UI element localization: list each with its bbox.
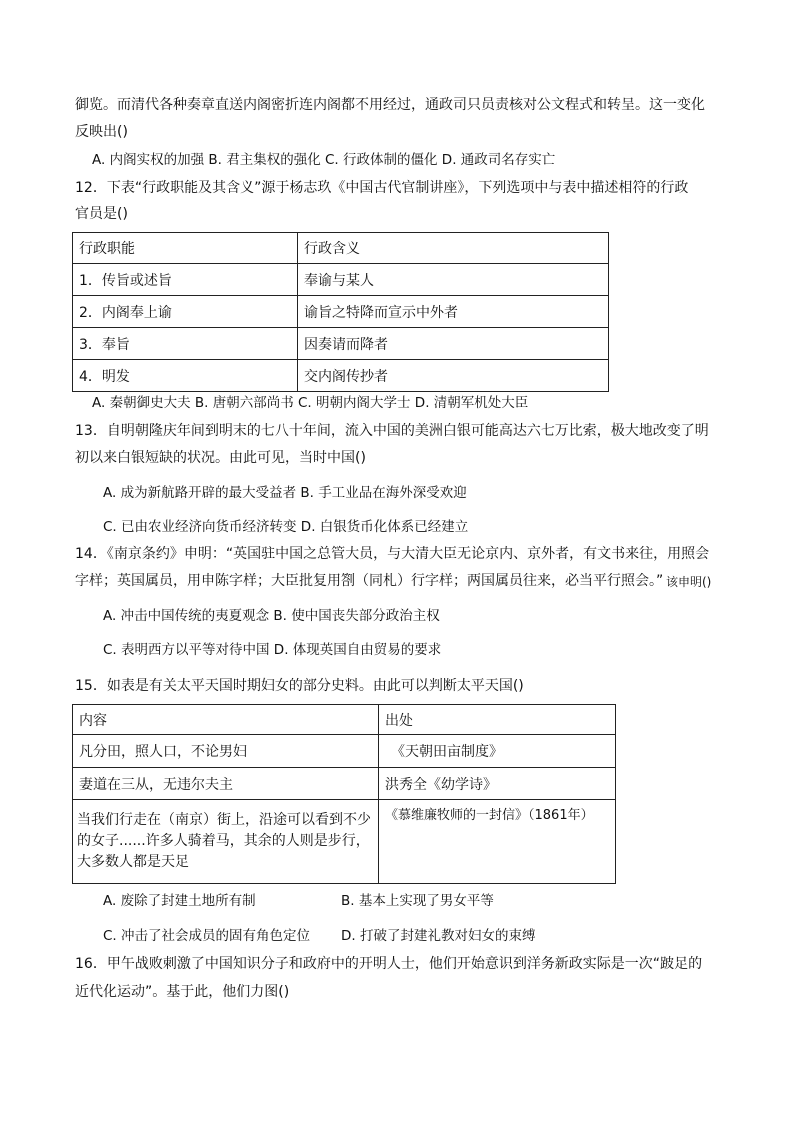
table-cell: 洪秀全《幼学诗》 bbox=[379, 768, 616, 800]
q12-text-line2: 官员是() bbox=[75, 206, 128, 222]
table-cell: 2．内阁奉上谕 bbox=[73, 296, 298, 328]
q15-text-line1: 15．如表是有关太平天国时期妇女的部分史料。由此可以判断太平天国() bbox=[75, 678, 524, 694]
q12-table bbox=[72, 232, 609, 392]
table-cell: 《天朝田亩制度》 bbox=[379, 735, 616, 768]
q14-text-line2-end: 该申明() bbox=[666, 575, 712, 589]
q15-option-b: B. 基本上实现了男女平等 bbox=[341, 893, 494, 909]
table-cell: 4．明发 bbox=[73, 360, 298, 392]
q11-text-line2: 反映出() bbox=[75, 124, 128, 140]
q15-table bbox=[72, 704, 616, 884]
q14-options-cd: C. 表明西方以平等对待中国 D. 体现英国自由贸易的要求 bbox=[103, 642, 442, 658]
q12-text-line1: 12．下表“行政职能及其含义”源于杨志玖《中国古代官制讲座》，下列选项中与表中描述相符的行政 bbox=[75, 180, 689, 196]
q14-options-ab: A. 冲击中国传统的夷夏观念 B. 使中国丧失部分政治主权 bbox=[103, 608, 440, 624]
q11-text-line1: 御览。而清代各种奏章直送内阁密折连内阁都不用经过，通政司只员责核对公文程式和转呈。这一变化 bbox=[75, 97, 705, 113]
table-cell: 交内阁传抄者 bbox=[298, 360, 609, 392]
table-row bbox=[73, 328, 609, 360]
table-row bbox=[73, 768, 616, 800]
table-header-row bbox=[73, 705, 616, 735]
table-header-row bbox=[73, 233, 609, 264]
table-cell: 奉谕与某人 bbox=[298, 264, 609, 296]
table-cell: 因奏请而降者 bbox=[298, 328, 609, 360]
q13-text-line2: 初以来白银短缺的状况。由此可见，当时中国() bbox=[75, 450, 366, 466]
table-cell: 1．传旨或述旨 bbox=[73, 264, 298, 296]
table-header-cell: 行政职能 bbox=[73, 233, 298, 264]
q16-text-line2: 近代化运动”。基于此，他们力图() bbox=[75, 984, 290, 1000]
q15-option-d: D. 打破了封建礼教对妇女的束缚 bbox=[341, 928, 536, 944]
table-row bbox=[73, 264, 609, 296]
q12-options: A. 秦朝御史大夫 B. 唐朝六部尚书 C. 明朝内阁大学士 D. 清朝军机处大臣 bbox=[92, 395, 529, 411]
q13-text-line1: 13．自明朝隆庆年间到明末的七八十年间，流入中国的美洲白银可能高达六七万比索，极大地改变了明 bbox=[75, 423, 709, 439]
q14-text-line2: 字样；英国属员，用申陈字样；大臣批复用劄（同札）行字样；两国属员往来，必当平行照会。” bbox=[75, 573, 664, 589]
table-cell: 谕旨之特降而宣示中外者 bbox=[298, 296, 609, 328]
table-row bbox=[73, 296, 609, 328]
q11-options: A. 内阁实权的加强 B. 君主集权的强化 C. 行政体制的僵化 D. 通政司名存实亡 bbox=[92, 152, 556, 168]
table-row bbox=[73, 735, 616, 768]
q13-options-cd: C. 已由农业经济向货币经济转变 D. 白银货币化体系已经建立 bbox=[103, 519, 469, 535]
q15-option-a: A. 废除了封建土地所有制 bbox=[103, 893, 256, 909]
table-header-cell: 内容 bbox=[73, 705, 379, 735]
table-header-cell: 出处 bbox=[379, 705, 616, 735]
q14-text-line1: 14．《南京条约》申明：“英国驻中国之总管大员，与大清大臣无论京内、京外者，有文书来往，用照会 bbox=[75, 546, 710, 562]
table-cell: 妻道在三从，无违尔夫主 bbox=[73, 768, 379, 800]
table-header-cell: 行政含义 bbox=[298, 233, 609, 264]
table-row bbox=[73, 360, 609, 392]
table-cell: 《慕维廉牧师的一封信》（1861年） bbox=[379, 800, 616, 884]
table-cell: 3．奉旨 bbox=[73, 328, 298, 360]
q15-option-c: C. 冲击了社会成员的固有角色定位 bbox=[103, 928, 311, 944]
q13-options-ab: A. 成为新航路开辟的最大受益者 B. 手工业品在海外深受欢迎 bbox=[103, 485, 467, 501]
table-cell: 凡分田，照人口，不论男妇 bbox=[73, 735, 379, 768]
table-row bbox=[73, 800, 616, 884]
table-cell: 当我们行走在（南京）街上，沿途可以看到不少的女子......许多人骑着马，其余的人则是步行，大多数人都是天足 bbox=[73, 800, 379, 884]
q16-text-line1: 16．甲午战败刺激了中国知识分子和政府中的开明人士，他们开始意识到洋务新政实际是一次“跛足的 bbox=[75, 956, 703, 972]
